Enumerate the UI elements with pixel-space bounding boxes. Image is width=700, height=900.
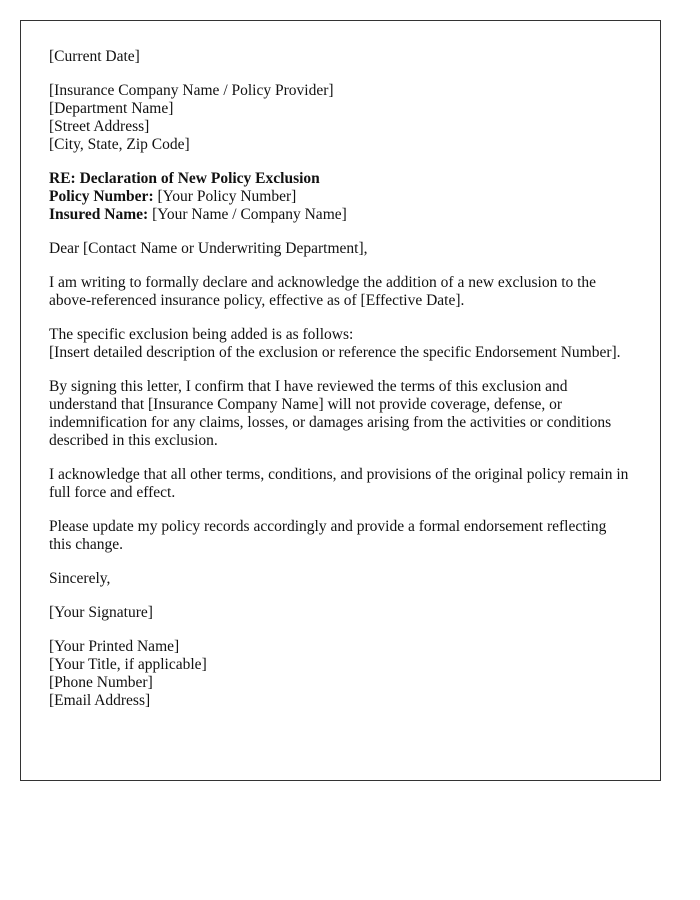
reference-block (49, 170, 632, 224)
insured-name-value: [Your Name / Company Name] (148, 206, 347, 223)
recipient-department: [Department Name] (49, 100, 174, 117)
insured-name-label: Insured Name: (49, 206, 149, 223)
policy-number-line (49, 188, 632, 206)
recipient-company: [Insurance Company Name / Policy Provider] (49, 82, 334, 99)
date-block (49, 48, 632, 66)
exclusion-detail: [Insert detailed description of the exclusion or reference the specific Endorsement Number]. (49, 344, 621, 361)
policy-number-value: [Your Policy Number] (153, 188, 297, 205)
recipient-city-state-zip: [City, State, Zip Code] (49, 136, 190, 153)
salutation: Dear [Contact Name or Underwriting Department], (49, 240, 368, 257)
policy-number-label: Policy Number: (49, 188, 154, 205)
sender-phone: [Phone Number] (49, 674, 153, 691)
paragraph-request: Please update my policy records accordingly and provide a formal endorsement reflecting this change. (49, 518, 607, 553)
recipient-address-block (49, 82, 632, 154)
closing: Sincerely, (49, 570, 111, 587)
paragraph-intro: I am writing to formally declare and acknowledge the addition of a new exclusion to the above-referenced insurance policy, effective as of [Effective Date]. (49, 274, 597, 309)
sender-title: [Your Title, if applicable] (49, 656, 207, 673)
sender-printed-name: [Your Printed Name] (49, 638, 180, 655)
re-line: RE: Declaration of New Policy Exclusion (49, 170, 320, 187)
exclusion-intro: The specific exclusion being added is as follows: (49, 326, 354, 343)
exclusion-block (49, 326, 632, 362)
insured-name-line (49, 206, 632, 224)
signature-placeholder: [Your Signature] (49, 604, 153, 621)
paragraph-confirmation: By signing this letter, I confirm that I have reviewed the terms of this exclusion and understand that [Insurance Company Name] will not provide coverage, defense, or indemnification for any claims, losses, or damages arising from the activities or conditions described in this exclusion. (49, 378, 612, 449)
recipient-street: [Street Address] (49, 118, 150, 135)
sender-email: [Email Address] (49, 692, 151, 709)
current-date: [Current Date] (49, 48, 140, 65)
paragraph-acknowledgement: I acknowledge that all other terms, conditions, and provisions of the original policy remain in full force and effect. (49, 466, 629, 501)
sender-block (49, 638, 632, 710)
letter-page (20, 20, 661, 781)
